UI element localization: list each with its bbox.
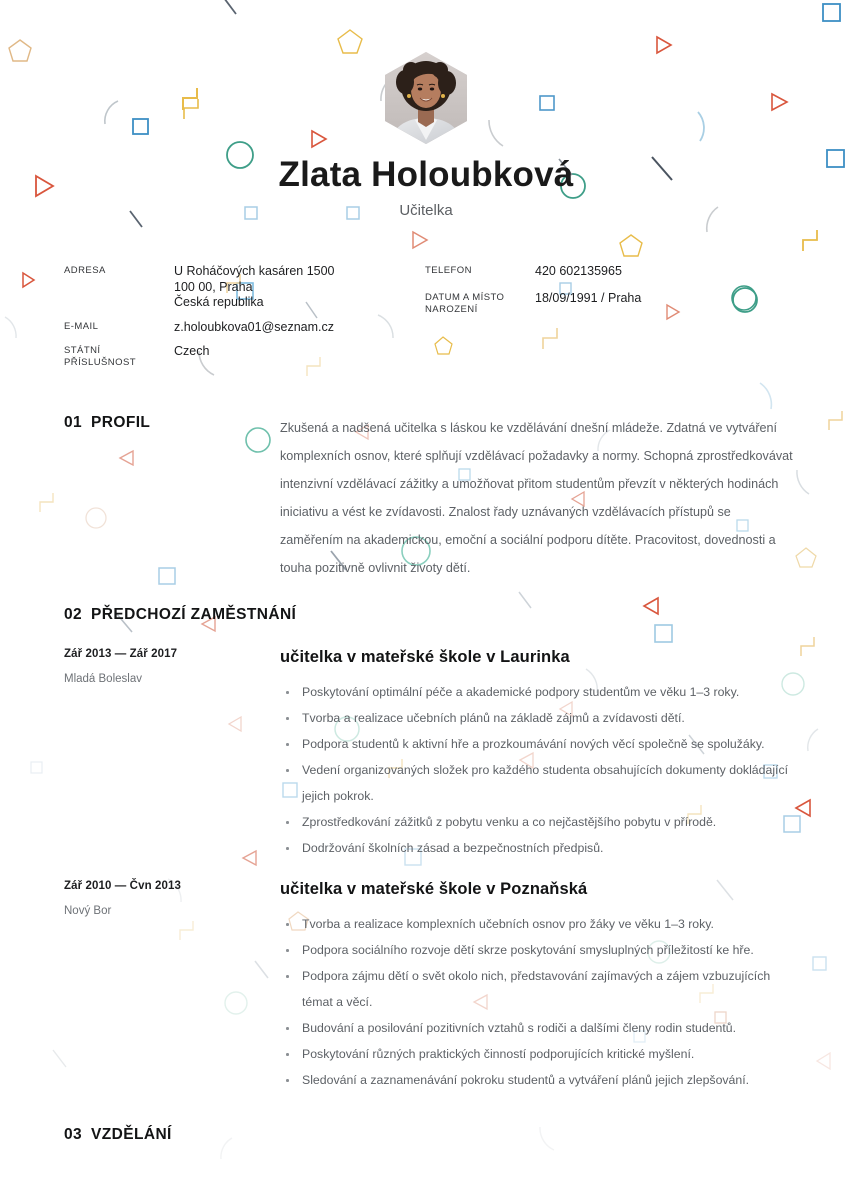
contact-label-nationality: STÁTNÍ PŘÍSLUŠNOST	[64, 345, 136, 368]
list-item: Tvorba a realizace komplexních učebních osnov pro žáky ve věku 1–3 roky.	[280, 911, 800, 937]
list-item: Podpora studentů k aktivní hře a prozkoumávání nových věcí společně se spolužáky.	[280, 731, 800, 757]
section-number-02: 02	[64, 606, 83, 623]
contact-value-phone[interactable]: 420 602135965	[535, 264, 622, 278]
address-line-2: 100 00, Praha	[174, 279, 253, 294]
section-heading-zamestnani	[64, 606, 296, 624]
contact-row-address	[64, 264, 414, 311]
list-item: Podpora zájmu dětí o svět okolo nich, představování zajímavých a zájem vzbuzujících témat a věcí.	[280, 963, 800, 1015]
job-title: Učitelka	[399, 202, 453, 219]
job-meta	[64, 648, 264, 685]
profile-photo	[385, 52, 467, 144]
page-title: Zlata Holoubková	[278, 155, 574, 194]
job-bullet-list	[280, 679, 800, 861]
contact-value-birth: 18/09/1991 / Praha	[535, 290, 642, 305]
contact-row-phone	[425, 264, 755, 280]
job-main	[280, 880, 800, 1093]
address-line-1: U Roháčových kasáren 1500	[174, 264, 335, 278]
contact-row-nationality	[64, 344, 414, 369]
list-item: Poskytování optimální péče a akademické podpory studentům ve věku 1–3 roky.	[280, 679, 800, 705]
job-bullet-list	[280, 911, 800, 1093]
contact-label-address: ADRESA	[64, 265, 106, 276]
contact-left-column	[64, 264, 414, 375]
section-title-03: VZDĚLÁNÍ	[91, 1126, 172, 1143]
contact-value-email[interactable]: z.holoubkova01@seznam.cz	[174, 319, 334, 334]
job-dates: Zář 2010 — Čvn 2013	[64, 880, 181, 892]
contact-row-email	[64, 320, 414, 336]
list-item: Vedení organizovaných složek pro každého studenta obsahujících dokumenty dokládající jejich pokrok.	[280, 757, 800, 809]
contact-row-birth	[425, 291, 755, 316]
profile-paragraph: Zkušená a nadšená učitelka s láskou ke vzdělávání dnešní mládeže. Zdatná ve vytváření komplexních osnov, které splňují vzdělávací požadavky a normy. Schopná zprostředkovávat intenzivní vzdělávací zážitky a umožňovat přitom studentům převzít v některých hodinách iniciativu a vést ke zvídavosti. Znalost řady uznávaných vzdělávacích přístupů se zaměřením na akademickou, emoční a sociální podporu dítěte. Pracovitost, dovednosti a touha pozitivně ovlivnit životy dětí.	[280, 421, 793, 575]
address-line-3: Česká republika	[174, 295, 264, 309]
list-item: Dodržování školních zásad a bezpečnostních předpisů.	[280, 835, 800, 861]
list-item: Podpora sociálního rozvoje dětí skrze poskytování smysluplných příležitostí ke hře.	[280, 937, 800, 963]
contact-value-address	[174, 264, 335, 311]
job-dates: Zář 2013 — Zář 2017	[64, 648, 178, 660]
section-heading-profil	[64, 414, 150, 432]
job-place: Mladá Boleslav	[64, 673, 142, 685]
job-meta	[64, 880, 264, 917]
section-number-03: 03	[64, 1126, 83, 1143]
contact-label-email: E-MAIL	[64, 320, 99, 332]
job-main	[280, 648, 800, 861]
section-title-02: PŘEDCHOZÍ ZAMĚSTNÁNÍ	[91, 606, 297, 623]
list-item: Zprostředkování zážitků z pobytu venku a co nejčastějšího pobytu v přírodě.	[280, 809, 800, 835]
contact-label-phone: TELEFON	[425, 265, 472, 276]
job-place: Nový Bor	[64, 905, 112, 917]
contact-right-column	[425, 264, 755, 322]
contact-value-nationality: Czech	[174, 344, 210, 358]
avatar	[385, 52, 467, 144]
list-item: Budování a posilování pozitivních vztahů s rodiči a dalšími členy rodin studentů.	[280, 1015, 800, 1041]
contact-label-birth: DATUM A MÍSTO NAROZENÍ	[425, 291, 505, 315]
list-item: Tvorba a realizace učebních plánů na základě zájmů a zvídavosti dětí.	[280, 705, 800, 731]
job-role: učitelka v mateřské škole v Laurinka	[280, 648, 570, 666]
list-item: Sledování a zaznamenávání pokroku studentů a vytváření plánů jejich zlepšování.	[280, 1067, 800, 1093]
section-heading-vzdelani	[64, 1126, 172, 1144]
job-role: učitelka v mateřské škole v Poznaňská	[280, 880, 588, 898]
list-item: Poskytování různých praktických činností podporujících kritické myšlení.	[280, 1041, 800, 1067]
section-number-01: 01	[64, 414, 83, 431]
section-title-01: PROFIL	[91, 414, 151, 431]
